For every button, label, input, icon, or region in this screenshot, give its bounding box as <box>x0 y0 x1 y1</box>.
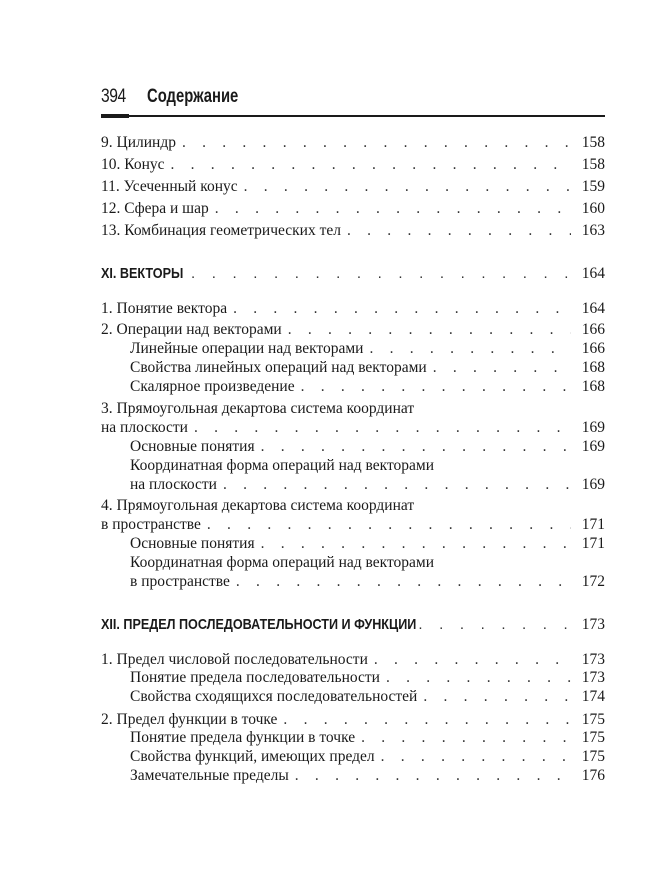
toc-entry-page: 175 <box>581 711 605 728</box>
toc-entry-page: 158 <box>581 134 605 151</box>
header-rule <box>101 115 605 117</box>
header-rule-accent <box>101 114 129 118</box>
toc-entry-page: 173 <box>581 669 605 686</box>
toc-entry-title: 1. Понятие вектора <box>101 300 228 317</box>
page-number: 394 <box>101 86 126 107</box>
toc-entry[interactable] <box>101 515 605 535</box>
toc-entry-page: 171 <box>581 535 605 552</box>
toc-entry-title: на плоскости <box>130 476 217 493</box>
toc-subentry-title-line[interactable]: Координатная форма операций над векторами <box>130 457 435 474</box>
toc-entry-page: 171 <box>581 516 605 533</box>
toc-entry-page: 169 <box>581 419 605 436</box>
toc-entry[interactable] <box>101 199 605 219</box>
toc-entry[interactable] <box>101 177 605 197</box>
toc-entry-page: 169 <box>581 438 605 455</box>
toc-entry-page: 164 <box>581 300 605 317</box>
running-header <box>101 86 605 112</box>
toc-entry-page: 166 <box>581 340 605 357</box>
toc-entry[interactable] <box>101 710 605 730</box>
toc-subentry-title-line[interactable]: Координатная форма операций над векторами <box>130 554 435 571</box>
toc-subentry[interactable] <box>101 534 605 554</box>
toc-entry-page: 174 <box>581 688 605 705</box>
toc-entry[interactable] <box>101 299 605 319</box>
toc-entry-page: 159 <box>581 178 605 195</box>
toc-subentry[interactable] <box>101 437 605 457</box>
toc-entry[interactable] <box>101 418 605 438</box>
toc-subentry[interactable] <box>101 747 605 767</box>
toc-entry-title: Свойства линейных операций над векторами <box>130 359 427 376</box>
page-title: Содержание <box>147 86 239 107</box>
toc-entry-page: 163 <box>581 222 605 239</box>
toc-chapter[interactable] <box>101 615 605 635</box>
toc-entry-page: 169 <box>581 476 605 493</box>
toc-entry-title: Основные понятия <box>130 438 255 455</box>
toc-entry-page: 176 <box>581 767 605 784</box>
toc-entry-title-line[interactable]: 3. Прямоугольная декартова система координат <box>101 400 415 417</box>
toc-entry[interactable] <box>101 155 605 175</box>
toc-entry-page: 173 <box>581 651 605 668</box>
toc-entry-title: 2. Операции над векторами <box>101 321 282 338</box>
toc-entry-title: Основные понятия <box>130 535 255 552</box>
toc-subentry[interactable] <box>101 475 605 495</box>
toc-entry-title: Понятие предела последовательности <box>130 669 380 686</box>
toc-entry[interactable] <box>101 320 605 340</box>
toc-entry-title: 9. Цилиндр <box>101 134 176 151</box>
toc-entry-page: 175 <box>581 729 605 746</box>
toc-entry-page: 168 <box>581 359 605 376</box>
toc-entry-page: 168 <box>581 378 605 395</box>
toc-entry-title: Понятие предела функции в точке <box>130 729 356 746</box>
toc-entry-title: в пространстве <box>130 573 230 590</box>
toc-chapter-page: 173 <box>581 616 605 633</box>
toc-chapter[interactable] <box>101 264 605 284</box>
toc-entry-page: 158 <box>581 156 605 173</box>
toc-entry[interactable] <box>101 221 605 241</box>
toc-entry-title: на плоскости <box>101 419 188 436</box>
toc-entry-title: в пространстве <box>101 516 201 533</box>
toc-entry-title: 1. Предел числовой последовательности <box>101 651 368 668</box>
toc-entry-page: 166 <box>581 321 605 338</box>
toc-subentry[interactable] <box>101 766 605 786</box>
toc-entry-title: Свойства сходящихся последовательностей <box>130 688 418 705</box>
toc-subentry[interactable] <box>101 572 605 592</box>
toc-entry-title: 10. Конус <box>101 156 165 173</box>
toc-entry-title: Линейные операции над векторами <box>130 340 364 357</box>
toc-entry-title: 13. Комбинация геометрических тел <box>101 222 341 239</box>
toc-subentry[interactable] <box>101 687 605 707</box>
toc-entry-page: 160 <box>581 200 605 217</box>
toc-entry-page: 175 <box>581 748 605 765</box>
toc-chapter-page: 164 <box>581 265 605 282</box>
toc-entry-title: Скалярное произведение <box>130 378 295 395</box>
toc-entry-title: Замечательные пределы <box>130 767 289 784</box>
toc-entry[interactable] <box>101 650 605 670</box>
toc-subentry[interactable] <box>101 728 605 748</box>
toc-entry-title: 12. Сфера и шар <box>101 200 209 217</box>
toc-chapter-title: XI. ВЕКТОРЫ <box>101 265 184 282</box>
toc-subentry[interactable] <box>101 339 605 359</box>
toc-entry-title-line[interactable]: 4. Прямоугольная декартова система координат <box>101 497 415 514</box>
toc-subentry[interactable] <box>101 358 605 378</box>
toc-subentry[interactable] <box>101 668 605 688</box>
toc-entry-title: 2. Предел функции в точке <box>101 711 278 728</box>
toc-entry-title: Свойства функций, имеющих предел <box>130 748 375 765</box>
toc-entry[interactable] <box>101 133 605 153</box>
toc-entry-title: 11. Усеченный конус <box>101 178 238 195</box>
toc-chapter-title: XII. ПРЕДЕЛ ПОСЛЕДОВАТЕЛЬНОСТИ И ФУНКЦИИ <box>101 616 417 633</box>
toc-subentry[interactable] <box>101 377 605 397</box>
toc-entry-page: 172 <box>581 573 605 590</box>
